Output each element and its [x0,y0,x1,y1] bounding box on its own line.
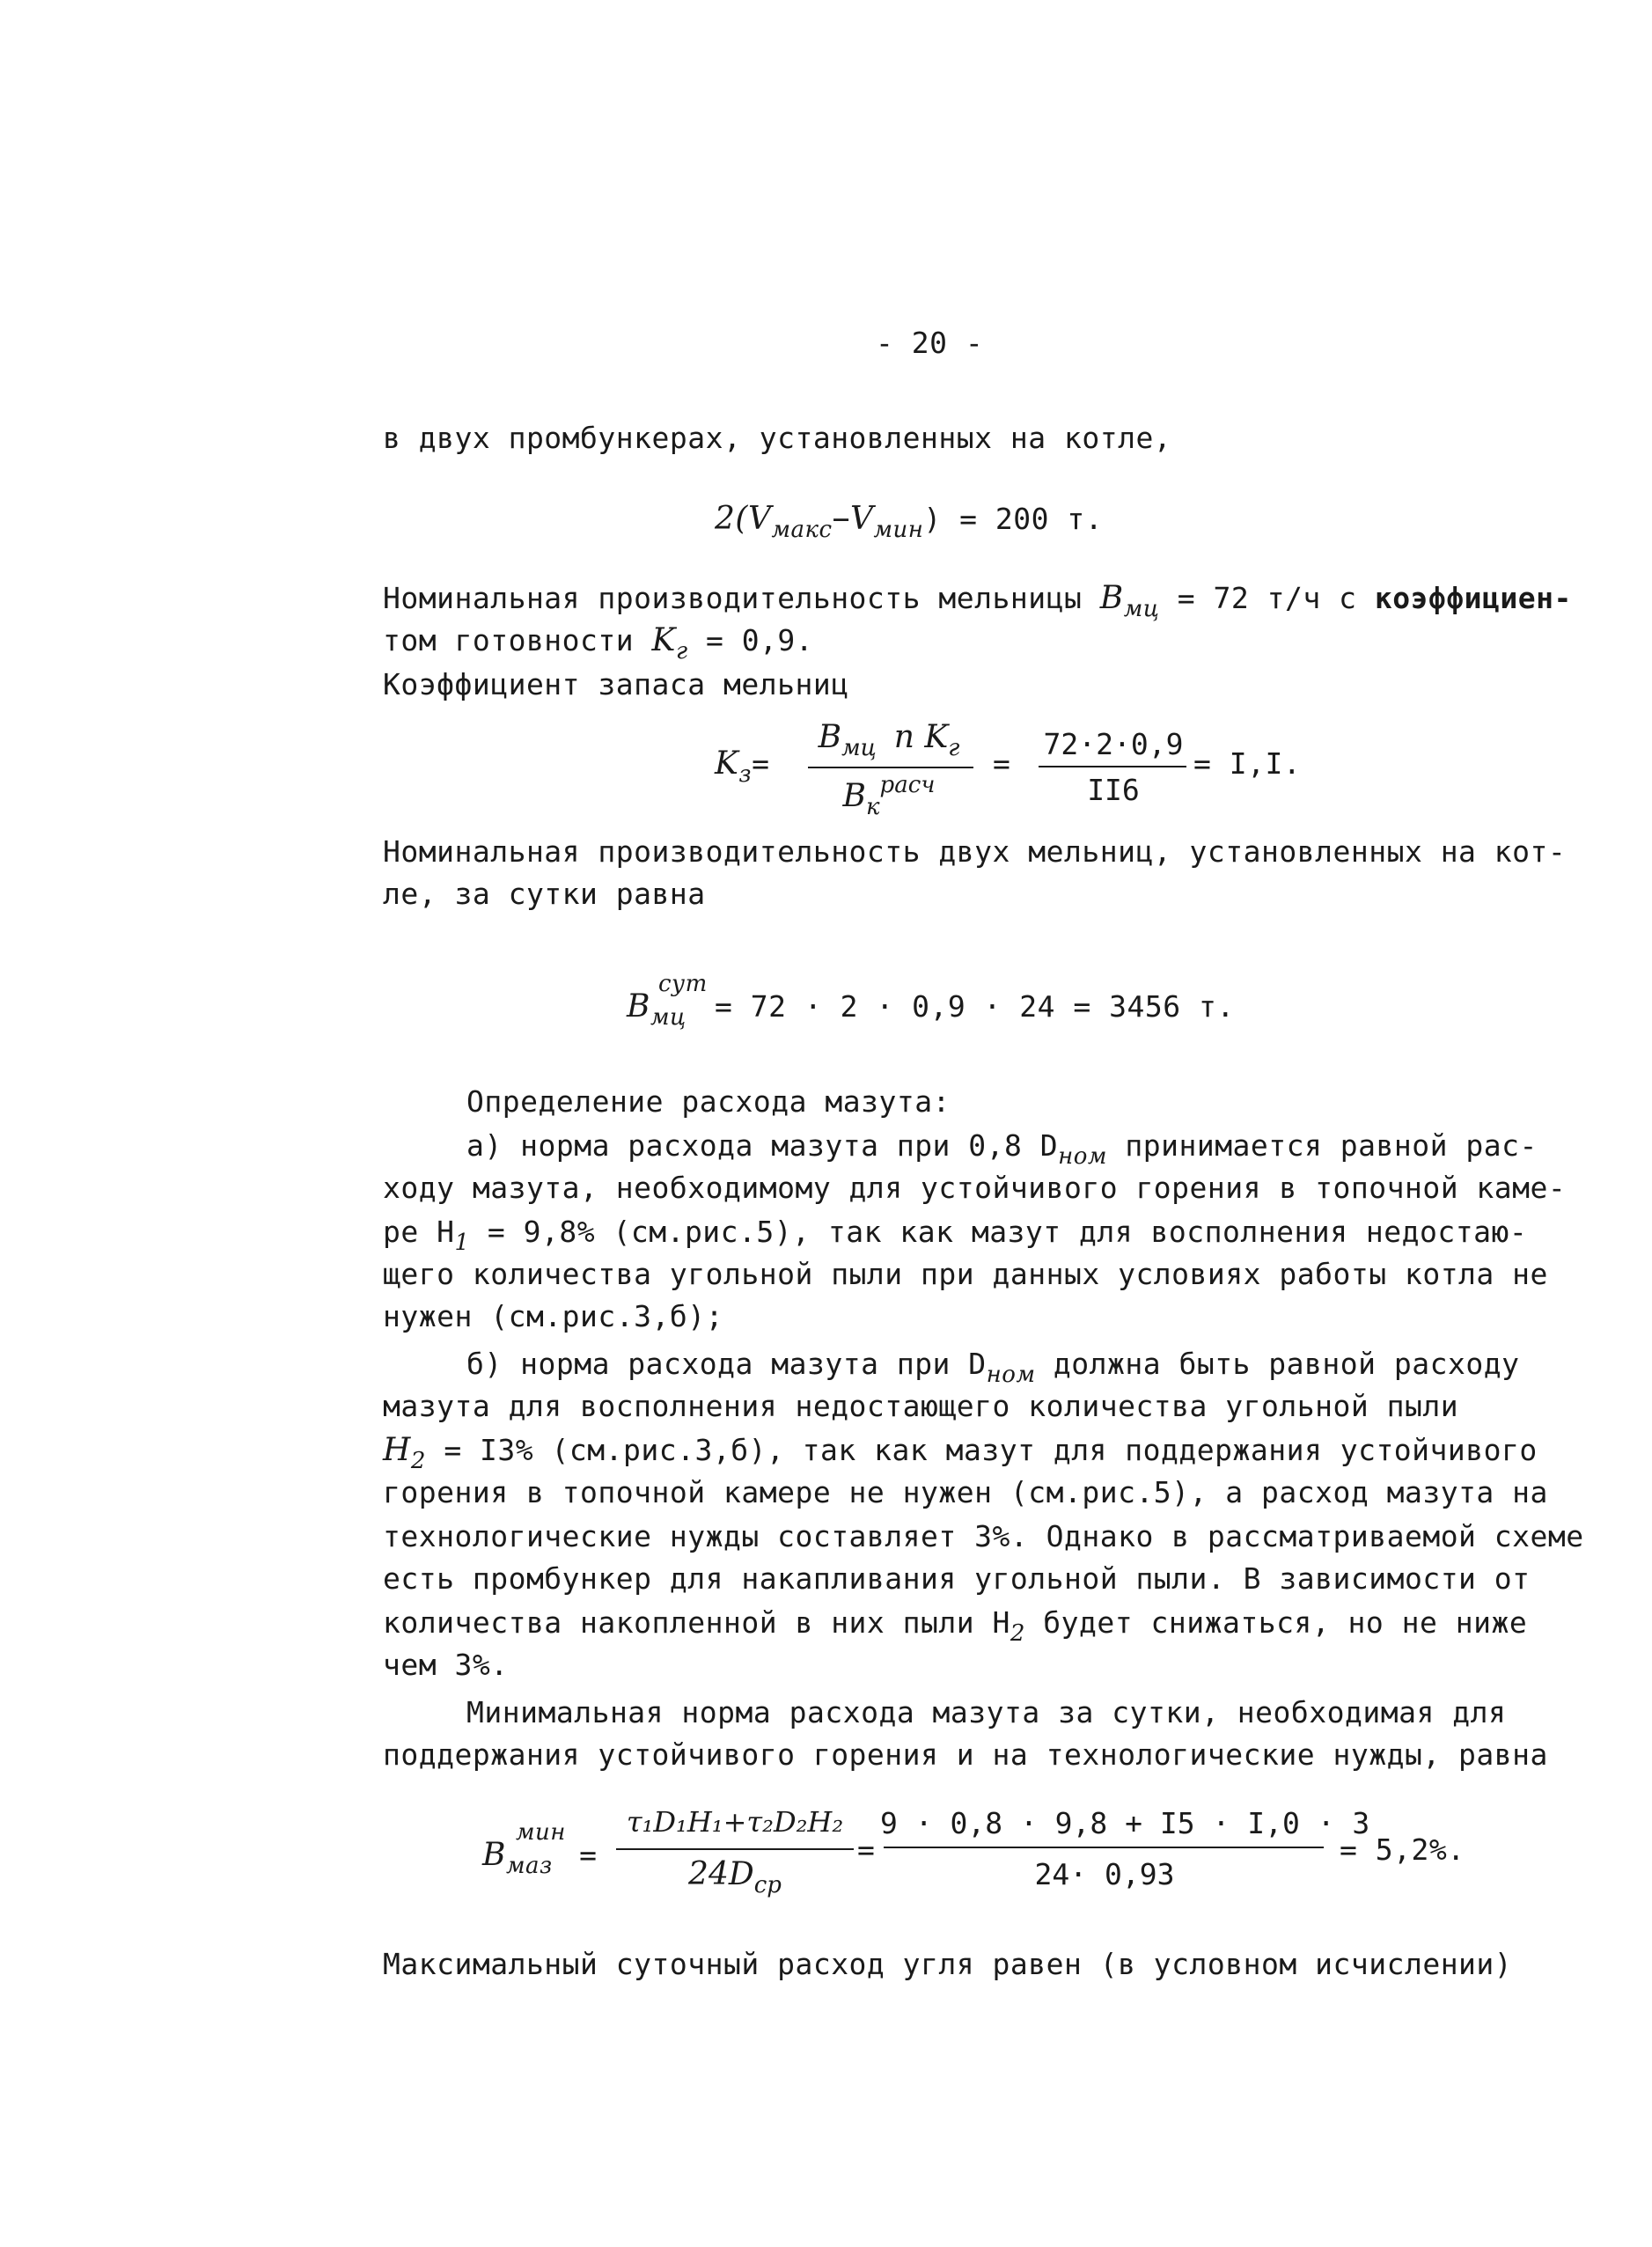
para-b-line3 [383,1432,1538,1474]
para-b-line4: горения в топочной камере не нужен (см.рис.5), а расход мазута на [383,1475,1548,1509]
para-a-t4: = 9,8% (см.рис.5), так как мазут для восполнения недостаю- [469,1215,1528,1249]
equation-daily-mill [627,971,1235,1031]
eq1-vmin: V [849,501,874,537]
equation-bunker-capacity [715,501,1104,543]
eq4-numerator-2: 9 · 0,8 · 9,8 + I5 · I,0 · 3 [880,1806,1370,1840]
para-a-t2: принимается равной рас- [1106,1128,1538,1163]
eq2-den-sub: к [866,794,880,820]
eq2-eq-b: = [993,746,1011,781]
nominal-sym: B [1099,580,1124,616]
ready-text-b: = 0,9. [705,623,814,657]
para-b-t4: количества накопленной в них пыли H [383,1605,1010,1640]
para-a-sub2: 1 [454,1230,470,1256]
eq2-denominator-2: II6 [1087,773,1140,807]
eq3-sub: мц [650,1004,686,1031]
eq4-fraction-bar [616,1848,854,1850]
eq2-num-sym: B [818,719,842,755]
para-b-sub2: 2 [1010,1620,1025,1647]
para-a-sub1: ном [1058,1143,1107,1170]
para-b-t2: должна быть равной расходу [1035,1347,1520,1381]
text-readiness [383,622,814,665]
text-definition: Определение расхода мазута: [466,1084,951,1119]
ready-text-a: том готовности [383,623,635,657]
text-nominal-productivity [383,580,1572,622]
eq4-den-sym: 24D [688,1856,754,1892]
eq4-sup: мин [516,1819,566,1846]
eq4-lhs [482,1819,598,1879]
para-min-line2: поддержания устойчивого горения и на технологические нужды, равна [383,1737,1548,1772]
eq2-numerator-2: 72·2·0,9 [1043,727,1184,761]
eq4-sub: маз [505,1853,553,1879]
eq2-num-mid: n K [893,719,949,755]
eq2-fraction-bar-2 [1039,766,1186,767]
eq2-eq: = [752,746,770,781]
eq3-rhs: = 72 · 2 · 0,9 · 24 = 3456 т. [715,989,1235,1024]
eq2-lhs-sub: з [738,761,753,788]
para-a-line4: щего количества угольной пыли при данных условиях работы котла не [383,1257,1548,1291]
eq2-den-sym: B [842,778,867,814]
eq2-num-sub: мц [841,735,877,761]
para-a-t1: а) норма расхода мазута при 0,8 D [466,1128,1059,1163]
eq4-den-sub: ср [753,1872,782,1898]
para-b-sub1: ном [986,1362,1036,1388]
para-a-line3 [383,1215,1528,1256]
para-b-line6: есть промбункер для накапливания угольной пыли. В зависимости от [383,1561,1531,1596]
nominal-sym-sub: мц [1123,596,1160,622]
eq4-numerator: τ₁D₁H₁+τ₂D₂H₂ [626,1805,844,1839]
eq4-denominator [634,1856,836,1898]
eq3-sym: B [627,988,650,1024]
text-line-promb: в двух промбункерах, установленных на котле, [383,421,1172,455]
ready-sym-sub: г [675,638,688,665]
eq2-den-sup: расч [879,772,936,798]
para-min-line1: Минимальная норма расхода мазута за сутки, необходимая для [466,1695,1507,1729]
eq1-vmin-sub: мин [873,517,924,543]
text-two-mills-1: Номинальная производительность двух мельниц, установленных на кот- [383,834,1567,869]
eq3-sup: сут [658,971,708,997]
nominal-text-b: = 72 т/ч с [1177,581,1357,615]
eq4-eq-b: = [857,1832,876,1867]
eq2-numerator [810,719,968,761]
para-a-line5: нужен (см.рис.3,б); [383,1299,723,1333]
eq2-result: = I,I. [1193,746,1302,781]
eq2-lhs-sym: K [715,745,739,782]
para-a-t3: ре H [383,1215,455,1249]
eq1-vmax-sub: макс [771,517,833,543]
para-b-h2-sub: 2 [410,1448,426,1474]
eq2-fraction-bar [808,767,973,768]
para-a-line1 [466,1128,1538,1170]
eq4-eq: = [579,1838,598,1872]
nominal-text-c: коэффициен- [1374,581,1572,615]
para-b-line8: чем 3%. [383,1648,509,1682]
para-b-t3: = I3% (см.рис.3,б), так как мазут для поддержания устойчивого [425,1433,1538,1467]
eq4-fraction-bar-2 [884,1847,1324,1848]
nominal-text-a: Номинальная производительность мельницы [383,581,1083,615]
eq4-result: = 5,2%. [1340,1832,1465,1867]
para-a-line2: ходу мазута, необходимому для устойчивого горения в топочной каме- [383,1171,1567,1205]
eq1-minus: − [832,502,850,536]
page-number: - 20 - [876,326,984,360]
eq1-lhs: 2( [715,501,748,537]
eq4-denominator-2: 24· 0,93 [1034,1857,1175,1891]
para-b-line2: мазута для восполнения недостающего количества угольной пыли [383,1389,1459,1423]
para-b-t1: б) норма расхода мазута при D [466,1347,987,1381]
eq2-denominator [819,772,959,820]
eq2-num-sub2: г [948,735,960,761]
text-max-daily-coal: Максимальный суточный расход угля равен (в условном исчислении) [383,1947,1513,1981]
text-two-mills-2: ле, за сутки равна [383,877,706,911]
para-b-line5: технологические нужды составляет 3%. Однако в рассматриваемой схеме [383,1519,1584,1553]
para-b-line7 [383,1605,1528,1647]
ready-sym: K [651,622,676,658]
text-reserve-coef: Коэффициент запаса мельниц [383,667,849,701]
eq2-lhs [715,745,770,788]
eq1-rhs: ) = 200 т. [923,502,1104,536]
para-b-h2: H [383,1432,411,1468]
para-b-line1 [466,1347,1520,1388]
eq1-vmax: V [747,501,772,537]
para-b-t5: будет снижаться, но не ниже [1024,1605,1528,1640]
eq4-sym: B [482,1837,506,1873]
